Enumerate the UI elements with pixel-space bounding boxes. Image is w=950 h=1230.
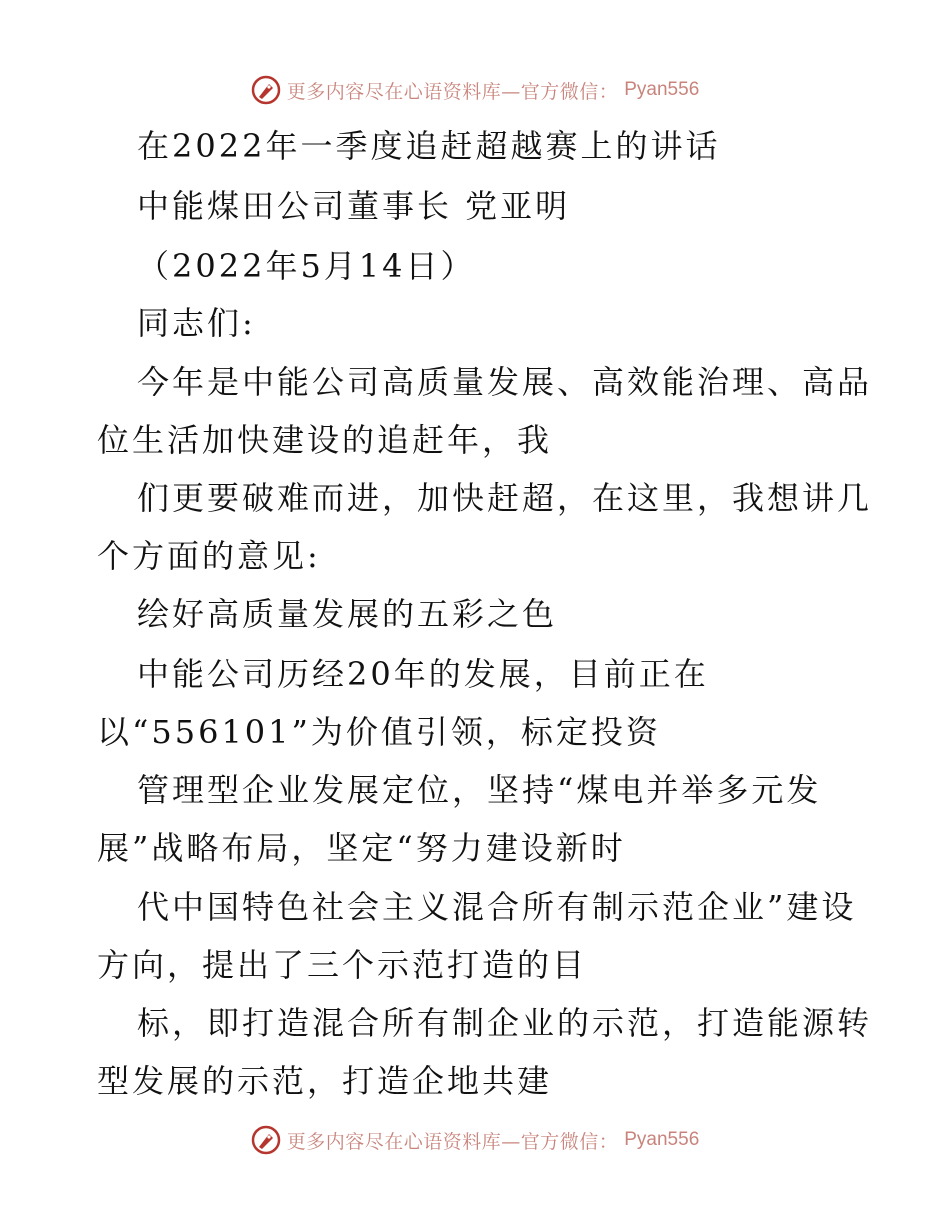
- section-heading: 绘好高质量发展的五彩之色: [137, 595, 558, 633]
- watermark-text: 更多内容尽在心语资料库—官方微信：: [286, 80, 619, 103]
- body-line: 今年是中能公司高质量发展、高效能治理、高品: [137, 363, 873, 401]
- watermark-text: 更多内容尽在心语资料库—官方微信：: [286, 1130, 619, 1153]
- watermark-wechat-id: Pyan556: [624, 1129, 700, 1150]
- date-line: （2022年5月14日）: [137, 247, 476, 285]
- pen-nib-logo-icon: [251, 1125, 281, 1155]
- body-line: 位生活加快建设的追赶年，我: [97, 421, 553, 459]
- pen-nib-logo-icon: [251, 75, 281, 105]
- body-line: 标，即打造混合所有制企业的示范，打造能源转: [137, 1004, 873, 1042]
- body-line: 们更要破难而进，加快赶超，在这里，我想讲几: [137, 479, 873, 517]
- watermark-footer: [0, 1120, 950, 1160]
- body-line: 以“556101”为价值引领，标定投资: [97, 713, 661, 751]
- body-line: 管理型企业发展定位，坚持“煤电并举多元发: [137, 771, 822, 809]
- body-line: 型发展的示范，打造企地共建: [97, 1062, 553, 1100]
- body-line: 中能公司历经20年的发展，目前正在: [137, 655, 709, 693]
- watermark-header: [0, 70, 950, 110]
- speech-title: 在2022年一季度追赶超越赛上的讲话: [137, 127, 721, 165]
- body-line: 个方面的意见:: [97, 537, 321, 575]
- body-line: 展”战略布局，坚定“努力建设新时: [97, 829, 626, 867]
- body-line: 方向，提出了三个示范打造的目: [97, 946, 588, 984]
- body-line: 代中国特色社会主义混合所有制示范企业”建设: [137, 888, 857, 926]
- watermark-wechat-id: Pyan556: [624, 79, 700, 100]
- salutation: 同志们:: [137, 304, 256, 342]
- speaker-line: 中能煤田公司董事长 党亚明: [137, 187, 571, 225]
